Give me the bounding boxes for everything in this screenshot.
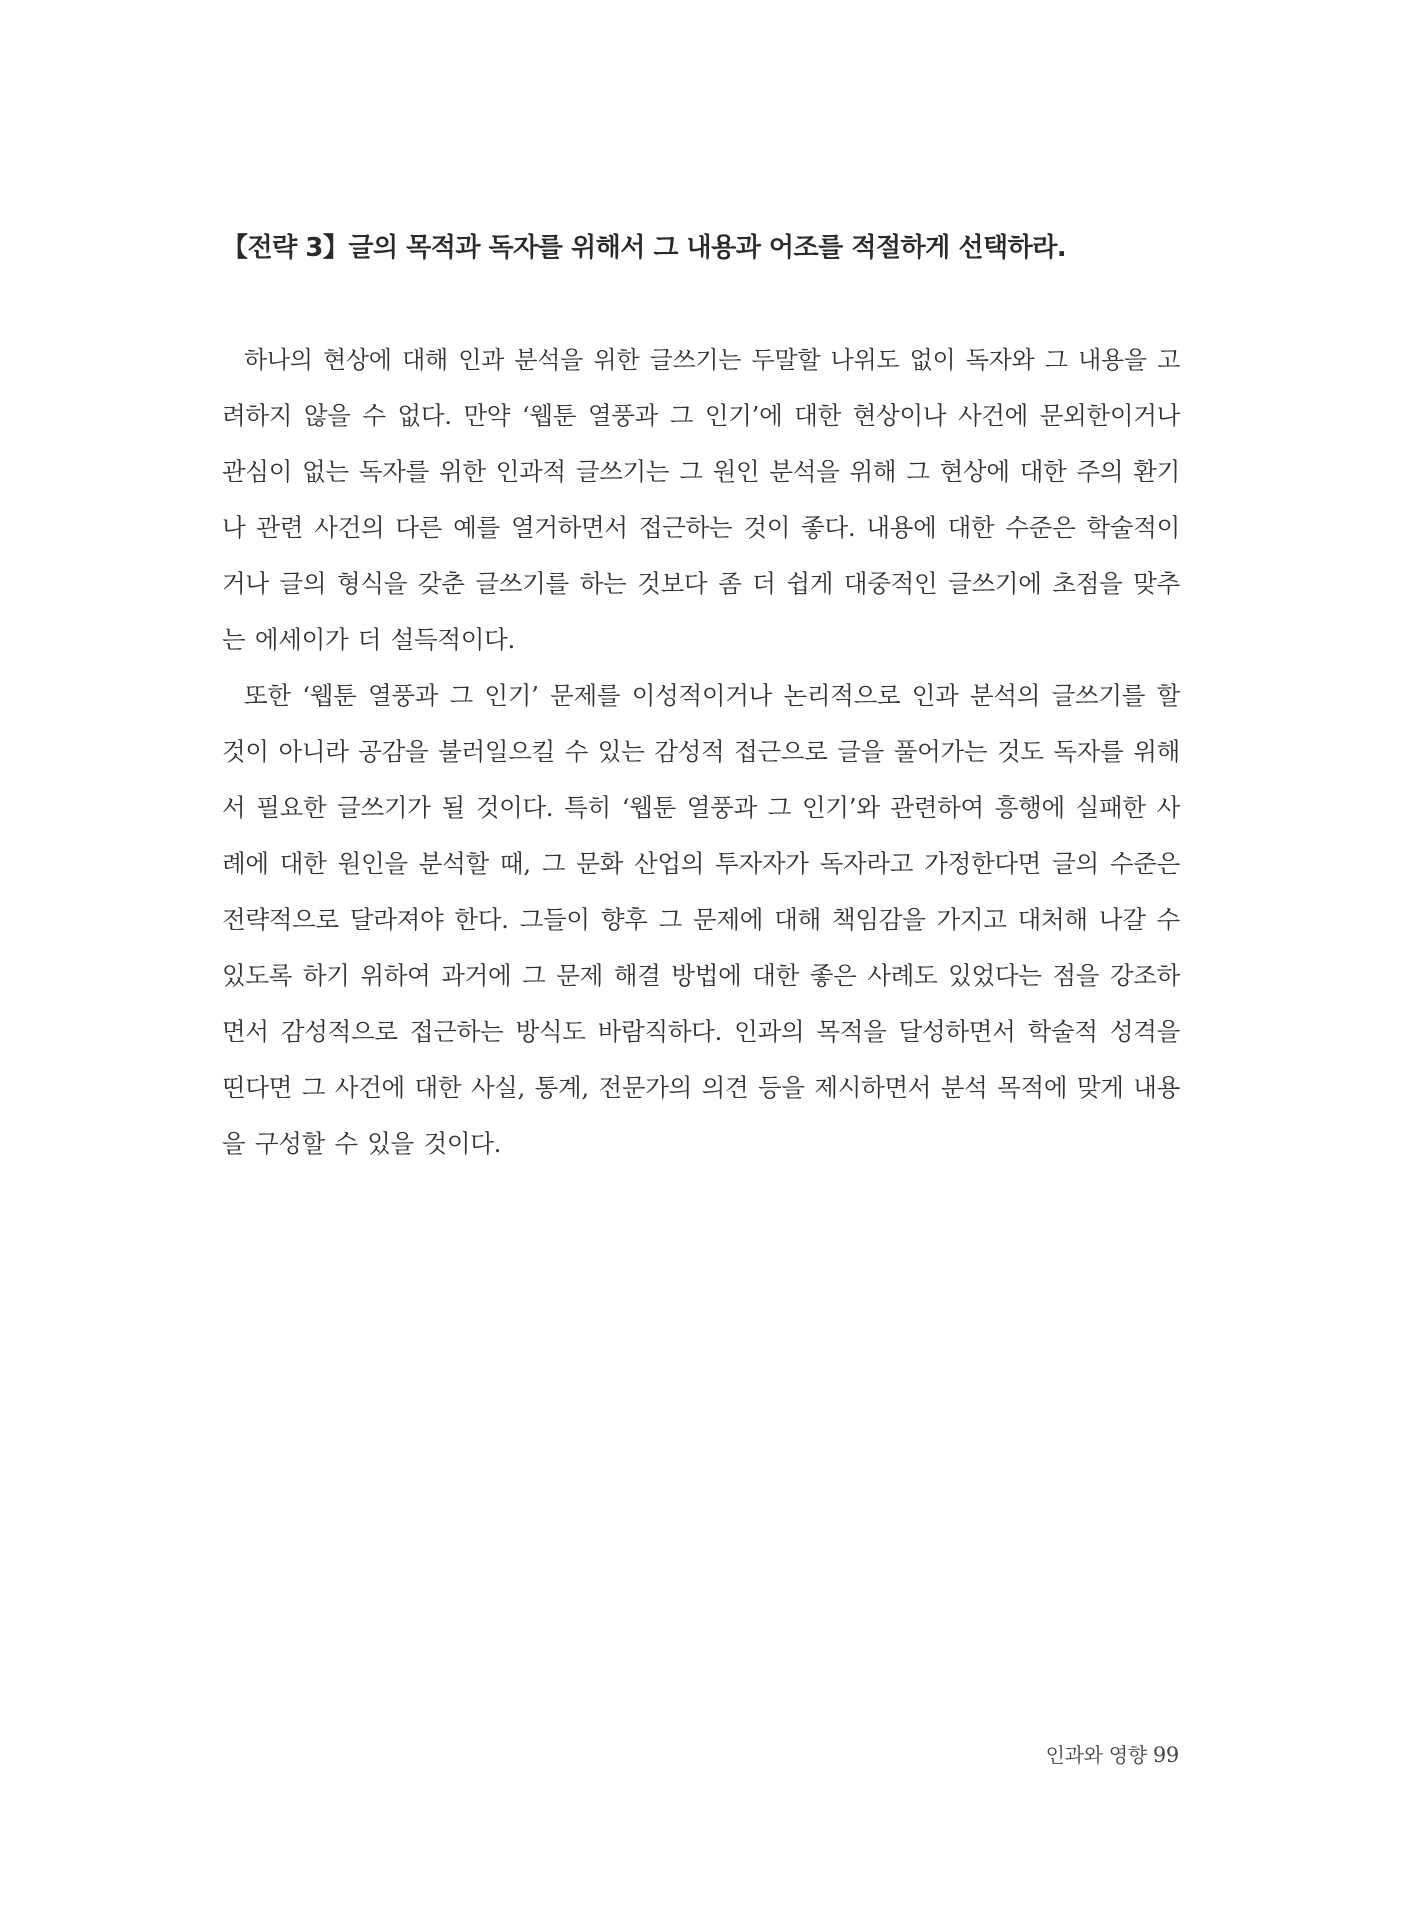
- text-line: 서 필요한 글쓰기가 될 것이다. 특히 ‘웹툰 열풍과 그 인기’와 관련하여 흥행에 실패한 사: [222, 793, 1180, 822]
- text-line: 거나 글의 형식을 갖춘 글쓰기를 하는 것보다 좀 더 쉽게 대중적인 글쓰기에 초점을 맞추: [222, 569, 1180, 598]
- text-line: 면서 감성적으로 접근하는 방식도 바람직하다. 인과의 목적을 달성하면서 학술적 성격을: [222, 1017, 1180, 1046]
- text-line: 전략적으로 달라져야 한다. 그들이 향후 그 문제에 대해 책임감을 가지고 대처해 나갈 수: [222, 905, 1180, 934]
- body-text: [222, 332, 1180, 1172]
- text-line: 례에 대한 원인을 분석할 때, 그 문화 산업의 투자자가 독자라고 가정한다면 글의 수준은: [222, 849, 1180, 878]
- text-line: 을 구성할 수 있을 것이다.: [222, 1129, 502, 1158]
- paragraph-1: [222, 332, 1180, 668]
- text-line: 것이 아니라 공감을 불러일으킬 수 있는 감성적 접근으로 글을 풀어가는 것도 독자를 위해: [222, 737, 1180, 766]
- text-line: 있도록 하기 위하여 과거에 그 문제 해결 방법에 대한 좋은 사례도 있었다는 점을 강조하: [222, 961, 1180, 990]
- text-line: 관심이 없는 독자를 위한 인과적 글쓰기는 그 원인 분석을 위해 그 현상에 대한 주의 환기: [222, 457, 1180, 486]
- text-line: 나 관련 사건의 다른 예를 열거하면서 접근하는 것이 좋다. 내용에 대한 수준은 학술적이: [222, 513, 1180, 542]
- page-number: 99: [1152, 1743, 1179, 1767]
- section-heading: 【전략 3】글의 목적과 독자를 위해서 그 내용과 어조를 적절하게 선택하라.: [222, 233, 1067, 263]
- text-line: 려하지 않을 수 없다. 만약 ‘웹툰 열풍과 그 인기’에 대한 현상이나 사건에 문외한이거나: [222, 401, 1180, 430]
- paragraph-2: [222, 668, 1180, 1172]
- text-line: 또한 ‘웹툰 열풍과 그 인기’ 문제를 이성적이거나 논리적으로 인과 분석의 글쓰기를 할: [244, 681, 1180, 710]
- text-line: 하나의 현상에 대해 인과 분석을 위한 글쓰기는 두말할 나위도 없이 독자와 그 내용을 고: [244, 346, 1180, 374]
- text-line: 는 에세이가 더 설득적이다.: [222, 625, 515, 654]
- running-section-title: 인과와 영향: [1045, 1743, 1147, 1767]
- page-footer: [1046, 1740, 1179, 1770]
- text-line: 띤다면 그 사건에 대한 사실, 통계, 전문가의 의견 등을 제시하면서 분석 목적에 맞게 내용: [222, 1073, 1180, 1102]
